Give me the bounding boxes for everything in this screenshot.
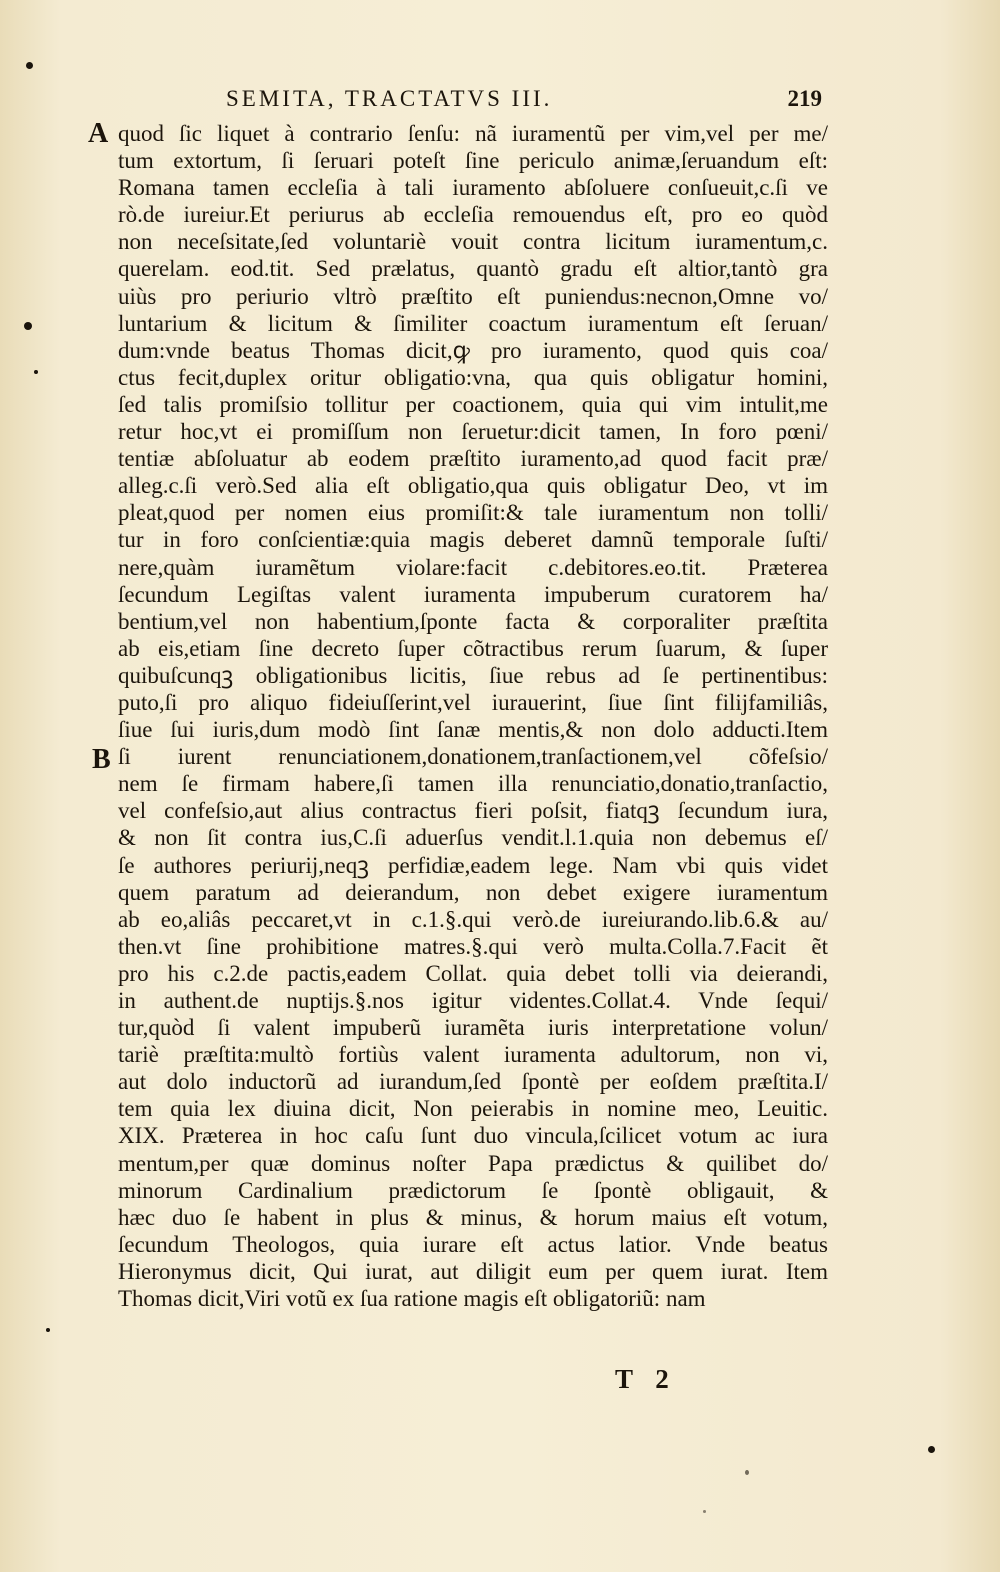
text-line: luntarium & licitum & ſimiliter coactum iuramentum eſt ſeruan/ bbox=[118, 310, 828, 336]
text-line: alleg.c.ſi verò.Sed alia eſt obligatio,qua quis obligatur Deo, vt im bbox=[118, 473, 828, 499]
text-line: ſecundum Legiſtas valent iuramenta impuberum curatorem ha/ bbox=[118, 581, 828, 607]
margin-letter-a: A bbox=[88, 118, 109, 149]
text-line: tentiæ abſoluatur ab eodem præſtito iuramento,ad quod facit præ/ bbox=[118, 446, 828, 472]
text-line: tariè præſtita:multò fortiùs valent iuramenta adultorum, non vi, bbox=[118, 1042, 828, 1068]
text-line: then.vt ſine prohibitione matres.§.qui verò multa.Colla.7.Facit ẽt bbox=[118, 933, 828, 959]
text-line: mentum,per quæ dominus noſter Papa prædictus & quilibet do/ bbox=[118, 1150, 828, 1176]
page-number: 219 bbox=[787, 86, 822, 111]
text-line: Hieronymus dicit, Qui iurat, aut diligit eum per quem iurat. Item bbox=[118, 1258, 828, 1284]
text-line: ſed talis promiſsio tollitur per coactionem, quia qui vim intulit,me bbox=[118, 391, 828, 417]
text-line: ab eo,aliâs peccaret,vt in c.1.§.qui verò.de iureiurando.lib.6.& au/ bbox=[118, 906, 828, 932]
ink-speck bbox=[34, 370, 38, 374]
signature-mark: T 2 bbox=[615, 1364, 677, 1394]
text-line: XIX. Præterea in hoc caſu ſunt duo vincula,ſcilicet votum ac iura bbox=[118, 1123, 828, 1149]
text-line: tur in foro conſcientiæ:quia magis deberet damnũ temporale ſuſti/ bbox=[118, 527, 828, 553]
text-line: aut dolo inductorũ ad iurandum,ſed ſpontè per eoſdem præſtita.I/ bbox=[118, 1069, 828, 1095]
body-text bbox=[118, 120, 828, 1312]
text-line: non neceſsitate,ſed voluntariè vouit contra licitum iuramentum,c. bbox=[118, 229, 828, 255]
text-line: bentium,vel non habentium,ſponte facta & corporaliter præſtita bbox=[118, 608, 828, 634]
text-line: nem ſe firmam habere,ſi tamen illa renunciatio,donatio,tranſactio, bbox=[118, 771, 828, 797]
text-line: retur hoc,vt ei promiſſum non ſeruetur:dicit tamen, In foro pœni/ bbox=[118, 419, 828, 445]
text-line: quod ſic liquet à contrario ſenſu: nã iuramentũ per vim,vel per me/ bbox=[118, 121, 828, 146]
text-line: hæc duo ſe habent in plus & minus, & horum maius eſt votum, bbox=[118, 1204, 828, 1230]
text-line: ab eis,etiam ſine decreto ſuper cõtractibus rerum ſuarum, & ſuper bbox=[118, 635, 828, 661]
text-line: uiùs pro periurio vltrò præſtito eſt puniendus:necnon,Omne vo/ bbox=[118, 283, 828, 309]
ink-speck bbox=[24, 322, 32, 330]
text-line: quem paratum ad deierandum, non debet exigere iuramentum bbox=[118, 879, 828, 905]
text-line: querelam. eod.tit. Sed prælatus, quantò gradu eſt altior,tantò gra bbox=[118, 256, 828, 282]
ink-speck bbox=[928, 1446, 935, 1453]
text-line: in authent.de nuptijs.§.nos igitur videntes.Collat.4. Vnde ſequi/ bbox=[118, 988, 828, 1013]
text-line: dum:vnde beatus Thomas dicit,ꝙ pro iuramento, quod quis coa/ bbox=[118, 337, 828, 363]
text-line: Thomas dicit,Viri votũ ex ſua ratione magis eſt obligatoriũ: nam bbox=[118, 1286, 706, 1312]
ink-speck bbox=[46, 1328, 50, 1332]
text-line: pro his c.2.de pactis,eadem Collat. quia debet tolli via deierandi, bbox=[118, 960, 828, 986]
text-line: rò.de iureiur.Et periurus ab eccleſia remouendus eſt, pro eo quòd bbox=[118, 202, 828, 228]
text-line: quibuſcunqꝫ obligationibus licitis, ſiue rebus ad ſe pertinentibus: bbox=[118, 662, 828, 688]
text-line: ſi iurent renunciationem,donationem,tranſactionem,vel cõfeſsio/ bbox=[118, 744, 828, 770]
ink-speck bbox=[703, 1510, 706, 1513]
text-line: tur,quòd ſi valent impuberũ iuramẽta iuris interpretatione volun/ bbox=[118, 1015, 828, 1041]
text-line: nere,quàm iuramẽtum violare:facit c.debitores.eo.tit. Præterea bbox=[118, 554, 828, 580]
margin-letter-b: B bbox=[92, 744, 111, 775]
text-line: vel confeſsio,aut alius contractus fieri poſsit, fiatqꝫ ſecundum iura, bbox=[118, 798, 828, 824]
text-line: tem quia lex diuina dicit, Non peierabis in nomine meo, Leuitic. bbox=[118, 1096, 828, 1122]
text-line: ſecundum Theologos, quia iurare eſt actus latior. Vnde beatus bbox=[118, 1231, 828, 1257]
text-line: minorum Cardinalium prædictorum ſe ſpontè obligauit, & bbox=[118, 1177, 828, 1203]
text-line: pleat,quod per nomen eius promiſit:& tale iuramentum non tolli/ bbox=[118, 500, 828, 526]
text-line: Romana tamen eccleſia à tali iuramento abſoluere conſueuit,c.ſi ve bbox=[118, 175, 828, 201]
text-line: ſiue ſui iuris,dum modò ſint ſanæ mentis,& non dolo adducti.Item bbox=[118, 717, 828, 743]
text-line: ſe authores periurij,neqꝫ perfidiæ,eadem lege. Nam vbi quis videt bbox=[118, 852, 828, 878]
text-line: & non ſit contra ius,C.ſi aduerſus vendit.l.1.quia non debemus eſ/ bbox=[118, 825, 828, 851]
running-head-title: SEMITA, TRACTATVS III. bbox=[226, 86, 553, 111]
running-head bbox=[226, 86, 822, 116]
ink-speck bbox=[26, 62, 33, 69]
text-line: tum extortum, ſi ſeruari poteſt ſine periculo animæ,ſeruandum eſt: bbox=[118, 148, 828, 174]
ink-speck bbox=[745, 1470, 749, 1475]
text-line: ctus fecit,duplex oritur obligatio:vna, qua quis obligatur homini, bbox=[118, 364, 828, 390]
text-line: puto,ſi pro aliquo fideiuſſerint,vel iurauerint, ſiue ſint filijfamiliâs, bbox=[118, 689, 828, 715]
